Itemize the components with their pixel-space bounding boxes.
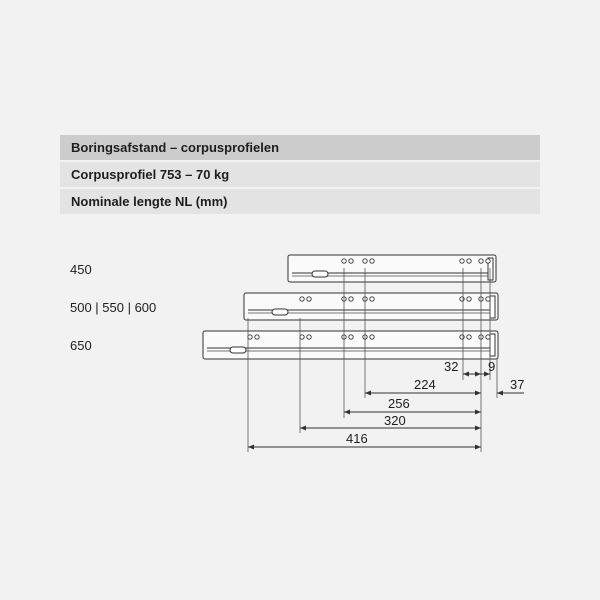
dim-416: 416 xyxy=(346,431,368,446)
dimension-lines xyxy=(248,374,524,447)
row-label-650: 650 xyxy=(70,338,92,353)
header-subtitle: Corpusprofiel 753 – 70 kg xyxy=(60,162,540,187)
dim-9: 9 xyxy=(488,359,496,374)
header-title: Boringsafstand – corpusprofielen xyxy=(60,135,540,160)
dim-320: 320 xyxy=(384,413,406,428)
header-length-label: Nominale lengte NL (mm) xyxy=(60,189,540,214)
dim-256: 256 xyxy=(388,396,410,411)
dim-32: 32 xyxy=(444,359,459,374)
row-label-450: 450 xyxy=(70,262,92,277)
dim-224: 224 xyxy=(414,377,436,392)
dim-37: 37 xyxy=(510,377,525,392)
dimension-arrows xyxy=(248,372,503,450)
profile-450 xyxy=(288,255,496,282)
row-label-500-550-600: 500 | 550 | 600 xyxy=(70,300,157,315)
